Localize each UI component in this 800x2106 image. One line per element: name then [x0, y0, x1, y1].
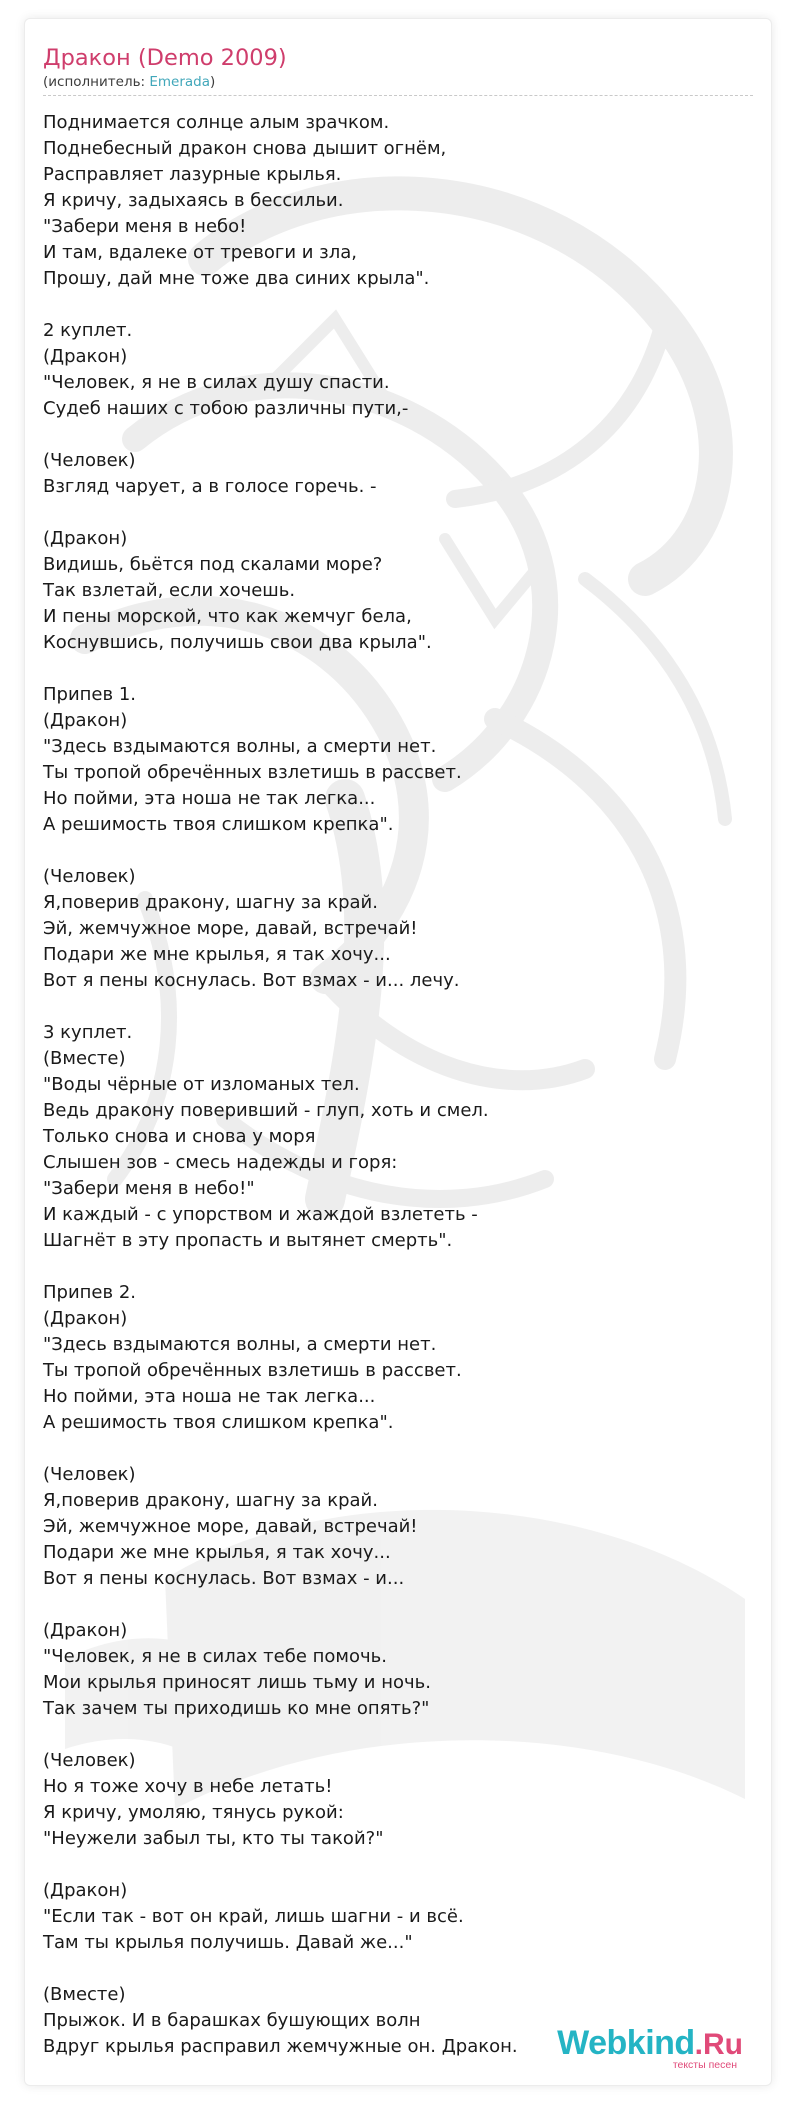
lyric-line: Вот я пены коснулась. Вот взмах - и... лечу.: [43, 970, 460, 991]
lyric-line: Судеб наших с тобою различны пути,-: [43, 398, 409, 419]
performer-prefix: (исполнитель:: [43, 74, 150, 90]
logo-tagline: тексты песен: [672, 2059, 737, 2071]
lyric-line: И каждый - с упорством и жаждой взлететь -: [43, 1204, 478, 1225]
lyric-line: "Человек, я не в силах душу спасти.: [43, 372, 390, 393]
lyric-line: "Забери меня в небо!": [43, 1178, 255, 1199]
lyric-line: Шагнёт в эту пропасть и вытянет смерть".: [43, 1230, 453, 1251]
lyric-line: Слышен зов - смесь надежды и горя:: [43, 1152, 398, 1173]
lyric-line: Я,поверив дракону, шагну за край.: [43, 1490, 378, 1511]
artist-link[interactable]: Emerada: [149, 74, 211, 90]
lyric-line: И пены морской, что как жемчуг бела,: [43, 606, 412, 627]
lyric-line: (Дракон): [43, 1620, 128, 1641]
lyrics-body: [43, 110, 753, 2060]
lyrics-stanza: [43, 1020, 753, 1254]
lyric-line: (Дракон): [43, 346, 128, 367]
lyric-line: Но пойми, эта ноша не так легка...: [43, 1386, 376, 1407]
lyric-line: (Дракон): [43, 1880, 128, 1901]
lyric-line: (Дракон): [43, 710, 128, 731]
lyric-line: Припев 2.: [43, 1282, 137, 1303]
logo-name: Webkind: [557, 2024, 695, 2062]
lyric-line: И там, вдалеке от тревоги и зла,: [43, 242, 358, 263]
lyric-line: "Если так - вот он край, лишь шагни - и всё.: [43, 1906, 464, 1927]
lyric-line: "Человек, я не в силах тебе помочь.: [43, 1646, 387, 1667]
lyrics-stanza: [43, 682, 753, 838]
lyrics-stanza: [43, 1878, 753, 1956]
lyric-line: Взгляд чарует, а в голосе горечь. -: [43, 476, 377, 497]
lyric-line: Так зачем ты приходишь ко мне опять?": [43, 1698, 430, 1719]
lyric-line: Подари же мне крылья, я так хочу...: [43, 944, 391, 965]
lyric-line: "Забери меня в небо!: [43, 216, 247, 237]
lyric-line: "Здесь вздымаются волны, а смерти нет.: [43, 1334, 437, 1355]
lyric-line: (Человек): [43, 1464, 136, 1485]
lyric-line: Я кричу, задыхаясь в бессильи.: [43, 190, 344, 211]
lyric-line: (Вместе): [43, 1048, 126, 1069]
lyrics-stanza: [43, 1280, 753, 1436]
lyric-line: Мои крылья приносят лишь тьму и ночь.: [43, 1672, 431, 1693]
lyric-line: Там ты крылья получишь. Давай же...": [43, 1932, 413, 1953]
lyrics-stanza: [43, 1462, 753, 1592]
lyric-line: Подари же мне крылья, я так хочу...: [43, 1542, 391, 1563]
lyric-line: Расправляет лазурные крылья.: [43, 164, 342, 185]
lyric-line: Видишь, бьётся под скалами море?: [43, 554, 383, 575]
lyric-line: "Неужели забыл ты, кто ты такой?": [43, 1828, 384, 1849]
lyric-line: Прыжок. И в барашках бушующих волн: [43, 2010, 421, 2031]
lyric-line: А решимость твоя слишком крепка".: [43, 814, 394, 835]
lyrics-stanza: [43, 110, 753, 292]
lyric-line: Ты тропой обречённых взлетишь в рассвет.: [43, 762, 462, 783]
lyric-line: Поднебесный дракон снова дышит огнём,: [43, 138, 447, 159]
lyric-line: Я,поверив дракону, шагну за край.: [43, 892, 378, 913]
lyric-line: Поднимается солнце алым зрачком.: [43, 112, 390, 133]
lyric-line: Коснувшись, получишь свои два крыла".: [43, 632, 432, 653]
lyric-line: Прошу, дай мне тоже два синих крыла".: [43, 268, 430, 289]
lyric-line: (Дракон): [43, 528, 128, 549]
lyrics-stanza: [43, 448, 753, 500]
song-title: Дракон (Demo 2009): [43, 45, 287, 71]
lyric-line: Эй, жемчужное море, давай, встречай!: [43, 1516, 418, 1537]
lyric-line: (Человек): [43, 866, 136, 887]
lyric-line: (Человек): [43, 450, 136, 471]
lyric-line: 2 куплет.: [43, 320, 133, 341]
logo-tld: .Ru: [694, 2028, 743, 2061]
lyric-line: А решимость твоя слишком крепка".: [43, 1412, 394, 1433]
performer-line: [43, 73, 753, 96]
lyric-line: Ведь дракону поверивший - глуп, хоть и смел.: [43, 1100, 489, 1121]
logo-wordmark: [557, 2025, 743, 2062]
lyric-line: Но я тоже хочу в небе летать!: [43, 1776, 333, 1797]
lyric-line: (Дракон): [43, 1308, 128, 1329]
performer-suffix: ): [210, 74, 216, 90]
lyric-line: "Здесь вздымаются волны, а смерти нет.: [43, 736, 437, 757]
lyric-line: (Человек): [43, 1750, 136, 1771]
lyric-line: Вот я пены коснулась. Вот взмах - и...: [43, 1568, 405, 1589]
lyric-line: "Воды чёрные от изломаных тел.: [43, 1074, 360, 1095]
lyric-line: (Вместе): [43, 1984, 126, 2005]
lyric-line: Так взлетай, если хочешь.: [43, 580, 296, 601]
lyric-line: Ты тропой обречённых взлетишь в рассвет.: [43, 1360, 462, 1381]
lyric-line: Только снова и снова у моря: [43, 1126, 316, 1147]
lyrics-stanza: [43, 1748, 753, 1852]
lyrics-stanza: [43, 864, 753, 994]
lyrics-page: [25, 19, 771, 2060]
lyrics-stanza: [43, 318, 753, 422]
page-card: [24, 18, 772, 2086]
lyric-line: 3 куплет.: [43, 1022, 133, 1043]
lyric-line: Но пойми, эта ноша не так легка...: [43, 788, 376, 809]
lyric-line: Эй, жемчужное море, давай, встречай!: [43, 918, 418, 939]
lyric-line: Я кричу, умоляю, тянусь рукой:: [43, 1802, 344, 1823]
lyric-line: Вдруг крылья расправил жемчужные он. Дракон.: [43, 2036, 518, 2057]
lyrics-stanza: [43, 526, 753, 656]
lyric-line: Припев 1.: [43, 684, 137, 705]
lyrics-stanza: [43, 1618, 753, 1722]
site-logo[interactable]: [557, 2025, 743, 2071]
